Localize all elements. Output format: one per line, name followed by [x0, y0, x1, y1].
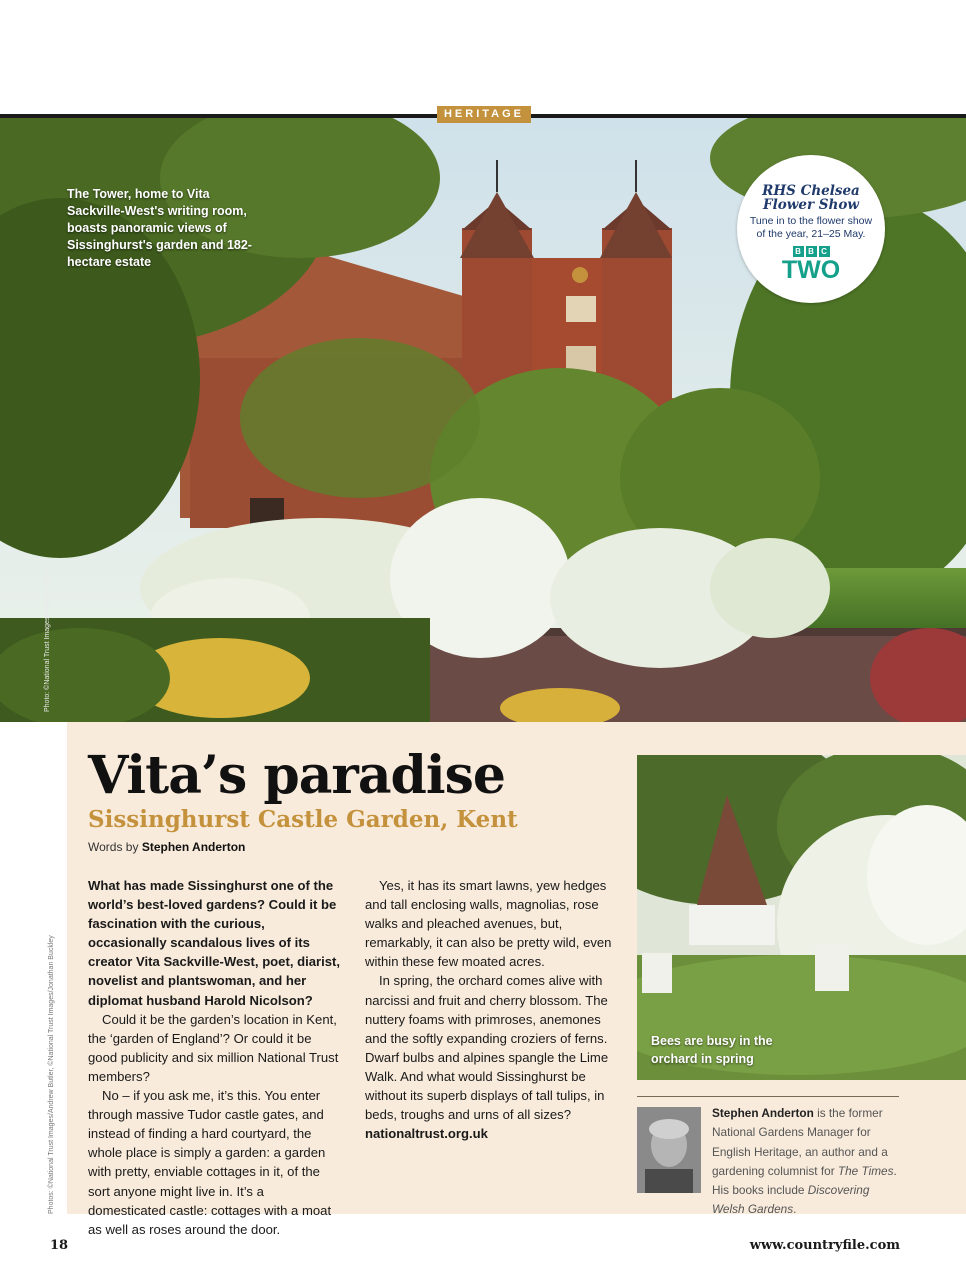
bio-text-1: is the former National Gardens Manager for English Heritage, an author and a gardening columnist for: [712, 1106, 888, 1178]
section-tag: HERITAGE: [437, 106, 531, 123]
paragraph-4: In spring, the orchard comes alive with narcissi and fruit and cherry blossom. The nuttery foams with primroses, anemones and the softly expanding croziers of ferns. Dwarf bulbs and alpines spangle the Lime Walk. And what would Sissinghurst be without its superb displays of tall tulips, in beds, troughs and urns of all sizes?: [365, 973, 609, 1123]
badge-title: RHS Chelsea Flower Show: [762, 183, 860, 213]
byline-author: Stephen Anderton: [141, 840, 246, 854]
bio-divider: [637, 1096, 899, 1097]
bio-publication: The Times: [837, 1163, 894, 1178]
bio-name: Stephen Anderton: [712, 1106, 814, 1120]
orchard-caption: Bees are busy in the orchard in spring: [651, 1034, 773, 1066]
byline-prefix: Words by: [88, 840, 139, 854]
bbc-letter: C: [819, 246, 830, 257]
bio-text-2: . His books include: [712, 1163, 897, 1198]
hero-photo-credit: Photo: ©National Trust Images/Andrew Butler: [44, 570, 51, 712]
article-photo-credits: Photos: ©National Trust Images/Andrew Butler, ©National Trust Images/Jonathan Buckley: [48, 935, 55, 1214]
bio-text-3: .: [793, 1202, 797, 1217]
paragraph-2: No – if you ask me, it’s this. You enter through massive Tudor castle gates, and instead of finding a hard courtyard, the whole place is simply a garden: a garden with pretty, enviable cottages in it, of the sort anyone might live in. It’s a domesticated castle: cottages with a moat as well as roses around the door.: [88, 1088, 332, 1237]
bbc-letter: B: [793, 246, 804, 257]
byline: [88, 840, 245, 854]
lead-paragraph: What has made Sissinghurst one of the world’s best-loved gardens? Could it be fascination with the curious, occasionally scandalous lives of its creator Vita Sackville-West, poet, diarist, novelist and plantswoman, and her diplomat husband Harold Nicolson?: [88, 878, 341, 1008]
body-column-2: [365, 876, 617, 1143]
page-number: 18: [50, 1238, 69, 1253]
hero-caption: The Tower, home to Vita Sackville-West's writing room, boasts panoramic views of Sissinghurst's garden and 182-hectare estate: [67, 187, 252, 269]
author-portrait: [637, 1107, 701, 1193]
promo-badge: [737, 155, 885, 303]
body-column-1: [88, 876, 344, 1239]
badge-text: Tune in to the flower show of the year, 21–25 May.: [749, 215, 873, 240]
website-link[interactable]: nationaltrust.org.uk: [365, 1126, 488, 1142]
headline: Vita’s paradise: [88, 745, 505, 806]
paragraph-3: Yes, it has its smart lawns, yew hedges and tall enclosing walls, magnolias, rose walks and pleached avenues, but, remarkably, it can also be pretty wild, even within these few moated acres.: [365, 878, 612, 970]
bbc-letter: B: [806, 246, 817, 257]
author-bio: [712, 1104, 902, 1220]
paragraph-1: Could it be the garden’s location in Kent, the ‘garden of England’? Or could it be good publicity and six million National Trust members?: [88, 1011, 339, 1084]
bio-book: Discovering Welsh Gardens: [712, 1183, 870, 1217]
badge-channel: TWO: [781, 256, 841, 284]
footer-website[interactable]: www.countryfile.com: [749, 1238, 900, 1253]
subheading: Sissinghurst Castle Garden, Kent: [88, 806, 518, 833]
